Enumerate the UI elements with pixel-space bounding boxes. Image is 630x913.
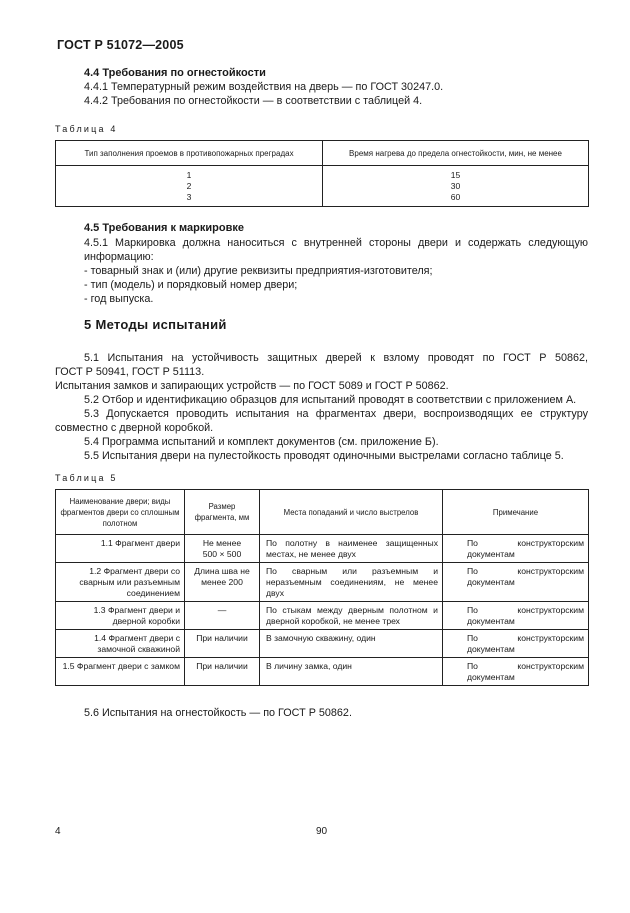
list-item: - товарный знак и (или) другие реквизиты предприятия-изготовителя; xyxy=(84,265,433,277)
table-4 xyxy=(55,140,589,207)
table-cell-size: Длина шва не менее 200 xyxy=(185,563,260,602)
page-number-left: 4 xyxy=(55,826,61,837)
table-cell-places: По сварным или разъемным и неразъемным соединениям, не менее двух xyxy=(260,563,443,602)
table-4-header-time: Время нагрева до предела огнестойкости, мин, не менее xyxy=(323,141,589,166)
paragraph-5-3: 5.3 Допускается проводить испытания на фрагментах двери, воспроизводящих ее структуру xyxy=(84,408,588,420)
table-row xyxy=(56,535,589,563)
paragraph-4-4-2: 4.4.2 Требования по огнестойкости — в соответствии с таблицей 4. xyxy=(84,95,423,107)
table-row xyxy=(56,602,589,630)
paragraph-5-2: 5.2 Отбор и идентификацию образцов для испытаний проводят в соответствии с приложением А. xyxy=(84,394,577,406)
list-item: - год выпуска. xyxy=(84,293,154,305)
table-4-times: 15 30 60 xyxy=(323,166,589,207)
table-row xyxy=(56,166,589,207)
table-cell-name: 1.5 Фрагмент двери с замком xyxy=(56,658,185,686)
table-cell-size: — xyxy=(185,602,260,630)
paragraph-5-1-locks: Испытания замков и запирающих устройств — по ГОСТ 5089 и ГОСТ Р 50862. xyxy=(55,380,449,392)
paragraph-5-5: 5.5 Испытания двери на пулестойкость проводят одиночными выстрелами согласно таблице 5. xyxy=(84,450,564,462)
table-5-header-name: Наименование двери; виды фрагментов двери со сплошным полотном xyxy=(56,490,185,535)
table-cell-name: 1.2 Фрагмент двери со сварным или разъемным соединением xyxy=(56,563,185,602)
table-5-caption: Таблица 5 xyxy=(55,473,118,483)
table-row xyxy=(56,658,589,686)
table-cell-name: 1.1 Фрагмент двери xyxy=(56,535,185,563)
table-5-header-size: Размер фрагмента, мм xyxy=(185,490,260,535)
table-5-header-note: Примечание xyxy=(443,490,589,535)
table-cell-places: По стыкам между дверным полотном и дверной коробкой, не менее трех xyxy=(260,602,443,630)
table-cell-size: Не менее 500 × 500 xyxy=(185,535,260,563)
page-number-center: 90 xyxy=(316,826,328,837)
table-cell-name: 1.3 Фрагмент двери и дверной коробки xyxy=(56,602,185,630)
table-cell-note: По конструкторским документам xyxy=(443,563,589,602)
paragraph-5-4: 5.4 Программа испытаний и комплект документов (см. приложение Б). xyxy=(84,436,439,448)
table-cell-size: При наличии xyxy=(185,630,260,658)
table-cell-places: В замочную скважину, один xyxy=(260,630,443,658)
table-cell-places: В личину замка, один xyxy=(260,658,443,686)
table-cell-name: 1.4 Фрагмент двери с замочной скважиной xyxy=(56,630,185,658)
table-cell-size: При наличии xyxy=(185,658,260,686)
table-cell-note: По конструкторским документам xyxy=(443,602,589,630)
document-code-header: ГОСТ Р 51072—2005 xyxy=(57,38,184,52)
table-4-header-type: Тип заполнения проемов в противопожарных преградах xyxy=(56,141,323,166)
table-row xyxy=(56,630,589,658)
table-4-caption: Таблица 4 xyxy=(55,124,118,134)
table-4-types: 1 2 3 xyxy=(56,166,323,207)
paragraph-5-1: 5.1 Испытания на устойчивость защитных дверей к взлому проводят по ГОСТ Р 50862, xyxy=(84,352,588,364)
section-4-4-title: 4.4 Требования по огнестойкости xyxy=(84,67,266,79)
table-cell-places: По полотну в наименее защищенных местах, не менее двух xyxy=(260,535,443,563)
list-item: - тип (модель) и порядковый номер двери; xyxy=(84,279,298,291)
table-row xyxy=(56,563,589,602)
table-cell-note: По конструкторским документам xyxy=(443,630,589,658)
table-cell-note: По конструкторским документам xyxy=(443,535,589,563)
section-4-5-title: 4.5 Требования к маркировке xyxy=(84,222,244,234)
table-5 xyxy=(55,489,589,686)
paragraph-5-1-cont: ГОСТ Р 50941, ГОСТ Р 51113. xyxy=(55,366,205,378)
paragraph-5-6: 5.6 Испытания на огнестойкость — по ГОСТ Р 50862. xyxy=(84,707,352,719)
paragraph-4-5-1-cont: информацию: xyxy=(84,251,154,263)
table-cell-note: По конструкторским документам xyxy=(443,658,589,686)
table-row xyxy=(56,141,589,166)
paragraph-4-5-1: 4.5.1 Маркировка должна наноситься с внутренней стороны двери и содержать следующую xyxy=(84,237,588,249)
table-5-header-places: Места попаданий и число выстрелов xyxy=(260,490,443,535)
paragraph-4-4-1: 4.4.1 Температурный режим воздействия на дверь — по ГОСТ 30247.0. xyxy=(84,81,444,93)
section-5-title: 5 Методы испытаний xyxy=(84,317,227,332)
paragraph-5-3-cont: совместно с дверной коробкой. xyxy=(55,422,214,434)
table-row xyxy=(56,490,589,535)
